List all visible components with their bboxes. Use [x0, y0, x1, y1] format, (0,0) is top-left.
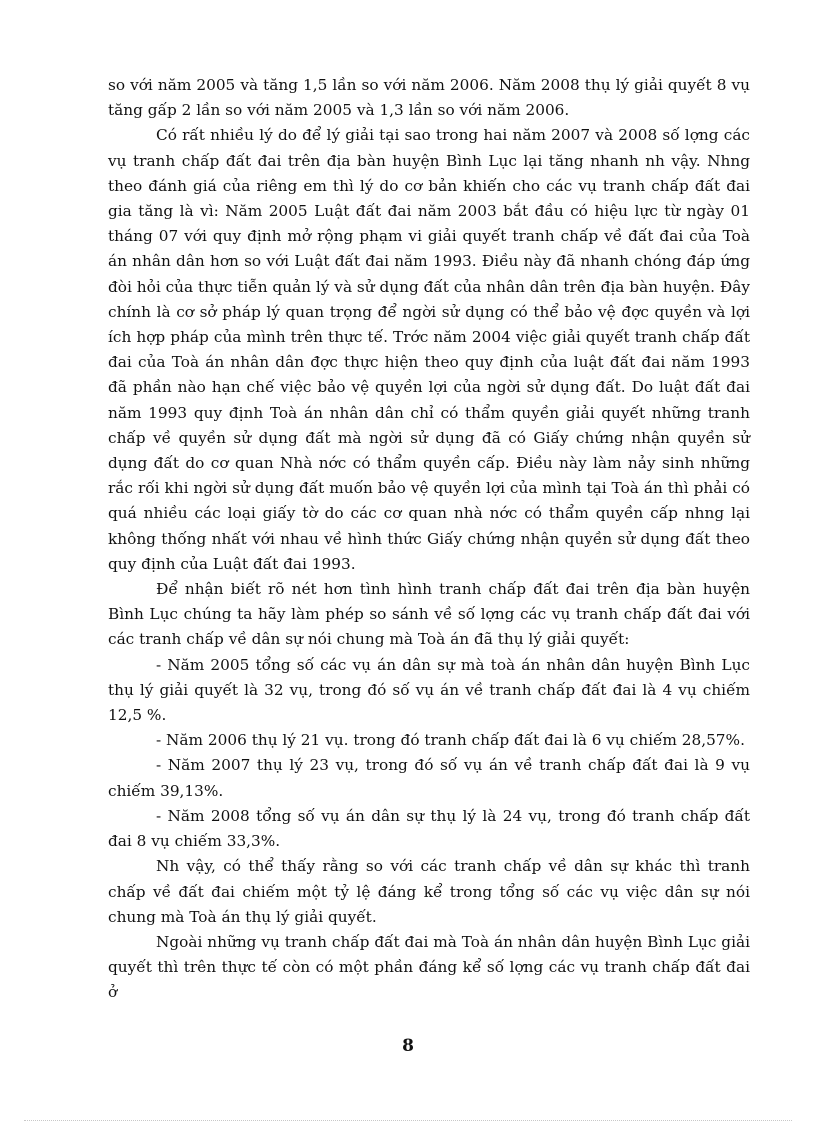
paragraph: Có rất nhiều lý do để lý giải tại sao trong hai năm 2007 và 2008 số lợng các vụ tranh chấp đất đai trên địa bàn huyện Bình Lục lại tăng nhanh nh vậy. Nhng theo đánh giá của riêng em thì lý do cơ bản khiến cho các vụ tranh chấp đất đai gia tăng là vì: Năm 2005 Luật đất đai năm 2003 bắt đầu có hiệu lực từ ngày 01 tháng 07 với quy định mở rộng phạm vi giải quyết tranh chấp về đất đai của Toà án nhân dân hơn so với Luật đất đai năm 1993. Điều này đã nhanh chóng đáp ứng đòi hỏi của thực tiễn quản lý và sử dụng đất của nhân dân trên địa bàn huyện. Đây chính là cơ sở pháp lý quan trọng để ngời sử dụng có thể bảo vệ đợc quyền và lợi ích hợp pháp của mình trên thực tế. Trớc năm 2004 việc giải quyết tranh chấp đất đai của Toà án nhân dân đợc thực hiện theo quy định của luật đất đai năm 1993 đã phần nào hạn chế việc bảo vệ quyền lợi của ngời sử dụng đất. Do luật đất đai năm 1993 quy định Toà án nhân dân chỉ có thẩm quyền giải quyết những tranh chấp về quyền sử dụng đất mà ngời sử dụng đã có Giấy chứng nhận quyền sử dụng đất do cơ quan Nhà nớc có thẩm quyền cấp. Điều này làm nảy sinh những rắc rối khi ngời sử dụng đất muốn bảo vệ quyền lợi của mình tại Toà án thì phải có quá nhiều các loại giấy tờ do các cơ quan nhà nớc có thẩm quyền cấp nhng lại không thống nhất với nhau về hình thức Giấy chứng nhận quyền sử dụng đất theo quy định của Luật đất đai 1993.: [108, 126, 750, 573]
list-item: - Năm 2008 tổng số vụ án dân sự thụ lý là 24 vụ, trong đó tranh chấp đất đai 8 vụ chiếm 33,3%.: [108, 806, 750, 851]
paragraph: Ngoài những vụ tranh chấp đất đai mà Toà án nhân dân huyện Bình Lục giải quyết thì trên thực tế còn có một phần đáng kể số lợng các vụ tranh chấp đất đai ở: [108, 932, 750, 1002]
paragraph: so với năm 2005 và tăng 1,5 lần so với năm 2006. Năm 2008 thụ lý giải quyết 8 vụ tăng gấp 2 lần so với năm 2005 và 1,3 lần so với năm 2006.: [108, 76, 750, 120]
paragraph: Nh vậy, có thể thấy rằng so với các tranh chấp về dân sự khác thì tranh chấp về đất đai chiếm một tỷ lệ đáng kể trong tổng số các vụ việc dân sự nói chung mà Toà án thụ lý giải quyết.: [108, 857, 750, 926]
page-number: 8: [402, 1036, 414, 1056]
list-item: - Năm 2005 tổng số các vụ án dân sự mà toà án nhân dân huyện Bình Lục thụ lý giải quyết là 32 vụ, trong đó số vụ án về tranh chấp đất đai là 4 vụ chiếm 12,5 %.: [108, 655, 750, 725]
paragraph: Để nhận biết rõ nét hơn tình hình tranh chấp đất đai trên địa bàn huyện Bình Lục chúng ta hãy làm phép so sánh về số lợng các vụ tranh chấp đất đai với các tranh chấp về dân sự nói chung mà Toà án đã thụ lý giải quyết:: [108, 580, 750, 649]
body-text: [108, 73, 750, 1006]
list-item: - Năm 2007 thụ lý 23 vụ, trong đó số vụ án về tranh chấp đất đai là 9 vụ chiếm 39,13%.: [108, 756, 750, 800]
page-divider: [24, 1120, 792, 1121]
list-item: - Năm 2006 thụ lý 21 vụ. trong đó tranh chấp đất đai là 6 vụ chiếm 28,57%.: [156, 731, 745, 750]
